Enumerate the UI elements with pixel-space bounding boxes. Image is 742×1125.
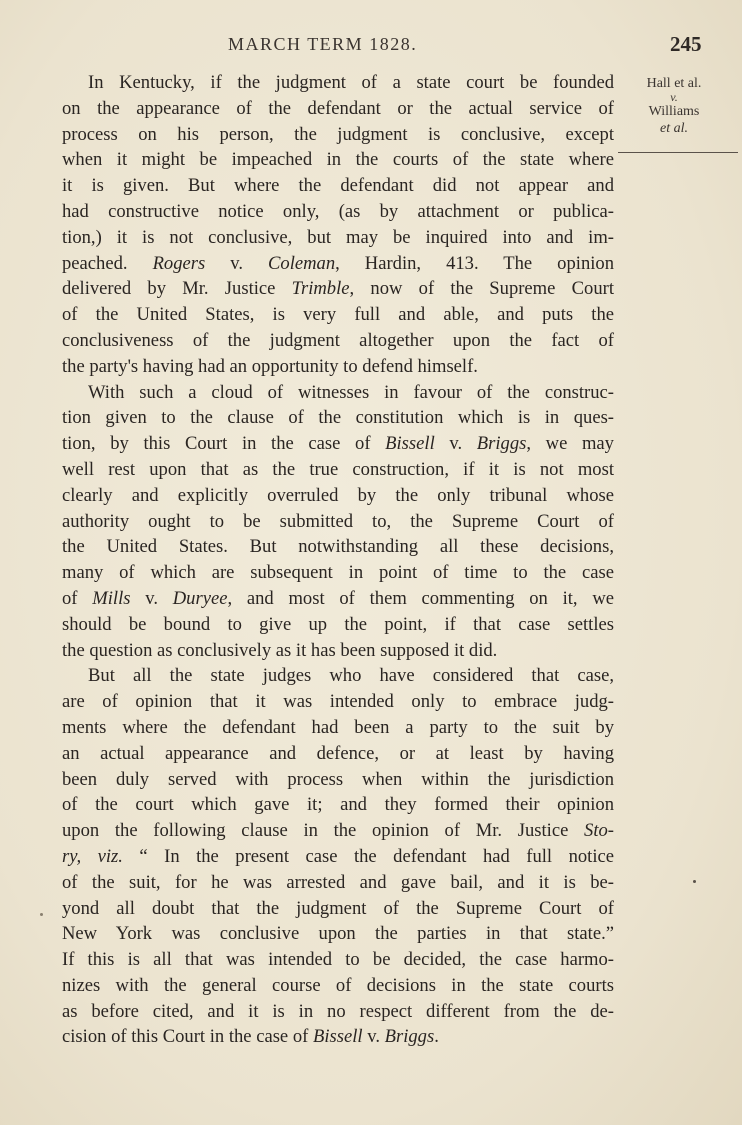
text-line: on the appearance of the defendant or the actual service of: [62, 97, 614, 119]
text-line: authority ought to be submitted to, the Supreme Court of: [62, 510, 614, 532]
text-line: an actual appearance and defence, or at least by having: [62, 742, 614, 764]
paragraph: [62, 663, 614, 1050]
text-line: conclusiveness of the judgment altogether upon the fact of: [62, 329, 614, 351]
text-line: well rest upon that as the true construction, if it is not most: [62, 458, 614, 480]
text-line: the party's having had an opportunity to defend himself.: [62, 355, 478, 377]
text-line: should be bound to give up the point, if that case settles: [62, 613, 614, 635]
text-line: yond all doubt that the judgment of the Supreme Court of: [62, 897, 614, 919]
text-line: many of which are subsequent in point of time to the case: [62, 562, 614, 584]
margin-rule: [618, 152, 738, 153]
text-line: But all the state judges who have considered that case,: [88, 665, 614, 687]
margin-note-line: et al.: [660, 121, 688, 136]
text-line: ry, viz. “ In the present case the defendant had full notice: [62, 845, 615, 867]
text-line: as before cited, and it is in no respect different from the de-: [62, 1000, 614, 1022]
text-line: been duly served with process when within the jurisdiction: [62, 768, 614, 790]
text-line: when it might be impeached in the courts of the state where: [62, 149, 614, 171]
page-number: 245: [670, 32, 702, 56]
text-line: of Mills v. Duryee, and most of them commenting on it, we: [62, 587, 615, 609]
text-line: delivered by Mr. Justice Trimble, now of the Supreme Court: [62, 278, 614, 300]
text-line: With such a cloud of witnesses in favour of the construc-: [88, 381, 614, 403]
text-line: peached. Rogers v. Coleman, Hardin, 413. The opinion: [62, 252, 615, 274]
text-line: process on his person, the judgment is conclusive, except: [62, 123, 614, 145]
text-line: New York was conclusive upon the parties in that state.”: [62, 923, 614, 945]
text-line: of the United States, is very full and able, and puts the: [62, 304, 614, 326]
text-line: ments where the defendant had been a party to the suit by: [62, 716, 614, 738]
margin-note-line: v.: [670, 90, 678, 104]
text-line: clearly and explicitly overruled by the only tribunal whose: [62, 484, 614, 506]
text-line: tion given to the clause of the constitution which is in ques-: [62, 407, 614, 429]
margin-note-line: Hall et al.: [646, 76, 702, 91]
text-line: tion,) it is not conclusive, but may be inquired into and im-: [62, 226, 614, 248]
text-line: it is given. But where the defendant did not appear and: [62, 175, 614, 197]
margin-note: [614, 75, 734, 137]
paragraph: [62, 380, 614, 664]
print-speck: [693, 880, 696, 883]
text-line: of the court which gave it; and they formed their opinion: [62, 794, 614, 816]
text-line: had constructive notice only, (as by attachment or publica-: [62, 200, 614, 222]
margin-note-line: Williams: [648, 104, 700, 119]
text-line: If this is all that was intended to be decided, the case harmo-: [62, 949, 614, 971]
text-line: In Kentucky, if the judgment of a state court be founded: [88, 72, 614, 93]
paragraph: [62, 70, 614, 380]
running-head: [0, 32, 742, 62]
running-title: MARCH TERM 1828.: [228, 34, 418, 54]
text-line: cision of this Court in the case of Bissell v. Briggs.: [62, 1026, 439, 1048]
text-line: tion, by this Court in the case of Bissell v. Briggs, we may: [62, 433, 614, 455]
text-line: the question as conclusively as it has been supposed it did.: [62, 639, 498, 661]
text-line: upon the following clause in the opinion of Mr. Justice Sto-: [62, 820, 614, 842]
text-line: are of opinion that it was intended only to embrace judg-: [62, 691, 614, 713]
text-line: the United States. But notwithstanding all these decisions,: [62, 536, 614, 558]
body-text: [62, 70, 614, 1050]
print-speck: [40, 913, 43, 916]
text-line: nizes with the general course of decisions in the state courts: [62, 974, 614, 996]
text-line: of the suit, for he was arrested and gave bail, and it is be-: [62, 871, 614, 893]
